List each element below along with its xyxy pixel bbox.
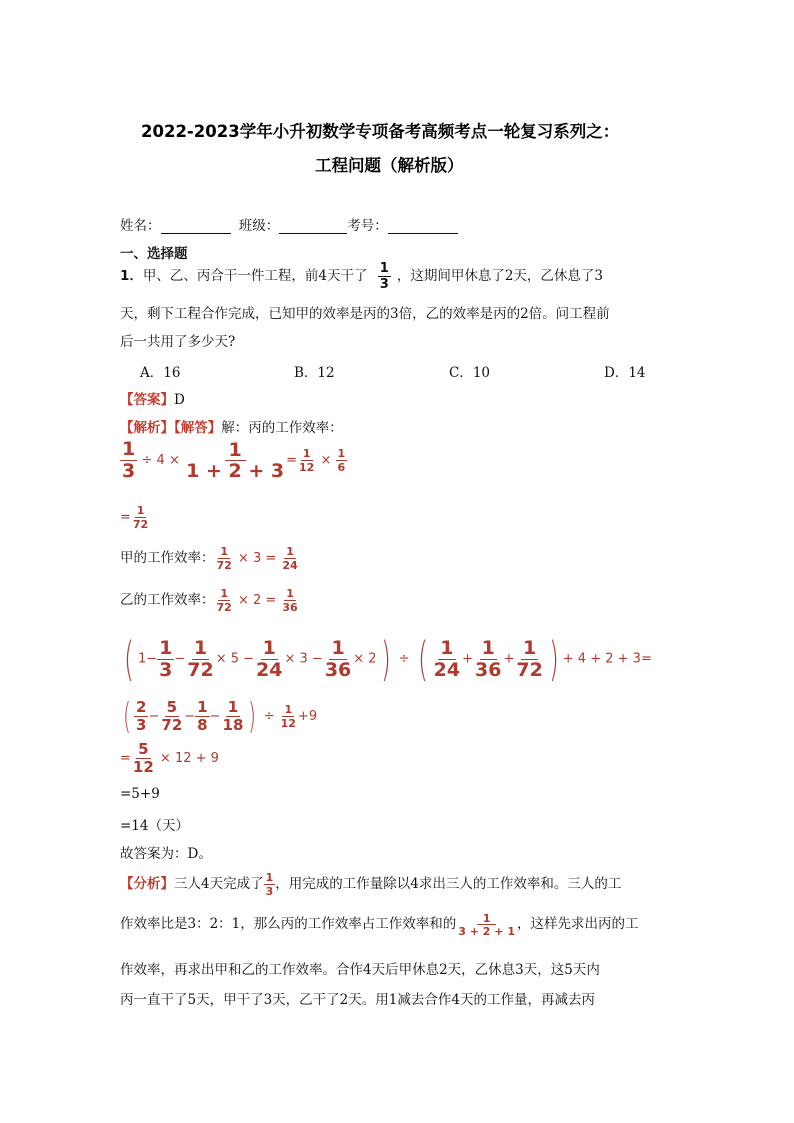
formula-step2: ( $\frac{2}{3}$ − $\frac{5}{72}$ − $\frac{1}{8}$ − $\frac{1}{18}$ ) ÷ $\frac{1}{12}$ +9 [123, 696, 318, 737]
option-c[interactable]: C．10 [449, 365, 491, 381]
option-a[interactable]: A．16 [140, 365, 181, 381]
class-blank[interactable] [279, 221, 347, 234]
answer-tag: 【答案】 [120, 392, 174, 408]
conclusion: 故答案为：D。 [120, 846, 212, 862]
analysis-line [120, 416, 343, 436]
yi-label: 乙的工作效率： [120, 592, 215, 608]
question-text-b: ，这期间甲休息了2天，乙休息了3 [396, 268, 604, 284]
formula-jia-efficiency: 甲的工作效率： $\frac{1}{72}$ × 3 = $\frac{1}{24}$ [120, 545, 298, 572]
option-b[interactable]: B．12 [294, 365, 335, 381]
fenxi-line4: 丙一直干了5天，甲干了3天，乙干了2天。用1减去合作4天的工作量，再减去丙 [120, 992, 595, 1008]
answer-value: D [174, 392, 185, 408]
formula-total-days: ( 1− $\frac{1}{3}$ − $\frac{1}{72}$ × 5 − $\frac{1}{24}$ × 3 − $\frac{1}{36}$ × 2) ÷ ( $\frac{1}{24}$ + $\frac{1}{36}$ + $\frac{1}{72}$ ) + 4 + 2 + 3= [124, 632, 652, 686]
formula-bing-efficiency: $\frac{1}{3}$ ÷ 4 × $\frac{1}{1 + 2 + 3}$ = $\frac{1}{12}$ × $\frac{1}{6}$ [122, 438, 346, 482]
formula-step3: = $\frac{5}{12}$ × 12 + 9 [120, 740, 219, 776]
analysis-intro: 解：丙的工作效率： [221, 420, 343, 436]
formula-frac: $\frac{1}{3}$ [122, 438, 136, 482]
solution-tag: 【解答】 [174, 420, 222, 436]
fenxi-tag: 【分析】 [120, 876, 174, 892]
question-number: 1． [120, 268, 143, 284]
section-heading: 一、选择题 [120, 246, 188, 262]
formula-yi-efficiency: 乙的工作效率： $\frac{1}{72}$ × 2 = $\frac{1}{36}$ [120, 587, 298, 614]
formula-frac: $\frac{1}{6}$ [337, 447, 346, 474]
name-blank[interactable] [161, 221, 231, 234]
question-line3: 后一共用了多少天? [120, 334, 236, 350]
exam-label: 考号： [347, 218, 388, 234]
class-label: 班级： [238, 218, 280, 234]
analysis-tag: 【解析】 [120, 420, 174, 436]
fenxi-line1: 【分析】三人4天完成了 $\frac{1}{3}$ ，用完成的工作量除以4求出三人的工作效率和。三人的工 [120, 871, 622, 898]
formula-frac: $\frac{1}{72}$ [216, 587, 232, 614]
formula-result-72: = $\frac{1}{72}$ [120, 504, 149, 531]
exam-blank[interactable] [388, 221, 458, 234]
question-text-a: 甲、乙、丙合干一件工程，前4天干了 [142, 268, 368, 284]
formula-frac: $\frac{1}{36}$ [282, 587, 298, 614]
fenxi-line3: 作效率，再求出甲和乙的工作效率。合作4天后甲休息2天，乙休息3天，这5天内 [120, 962, 600, 978]
formula-frac: $\frac{1}{72}$ [132, 504, 149, 531]
answer-line [120, 388, 185, 408]
question-fraction: $\frac{1}{3}$ [379, 261, 389, 292]
page-title-line2: 工程问题（解析版） [315, 156, 464, 175]
formula-frac: $\frac{1}{24}$ [282, 545, 298, 572]
step-b: =14（天） [120, 818, 189, 834]
step-a: =5+9 [120, 786, 160, 802]
name-label: 姓名： [120, 218, 161, 234]
question-line2: 天，剩下工程合作完成，已知甲的效率是丙的3倍，乙的效率是丙的2倍。问工程前 [120, 306, 610, 322]
formula-frac: $\frac{1}{12}$ [299, 447, 315, 474]
page-title-line1: 2022-2023学年小升初数学专项备考高频考点一轮复习系列之： [141, 122, 620, 141]
option-d[interactable]: D．14 [604, 365, 646, 381]
jia-label: 甲的工作效率： [120, 550, 215, 566]
student-info-line [120, 214, 458, 234]
formula-frac: $\frac{1}{72}$ [216, 545, 232, 572]
fenxi-line2: 作效率比是3：2：1，那么丙的工作效率占工作效率和的 $\frac{1}{3 + 2 + 1}$ ，这样先求出丙的工 [120, 911, 639, 938]
question-line1 [120, 262, 603, 291]
formula-frac: $\frac{1}{1 + 2 + 3}$ [186, 438, 285, 482]
